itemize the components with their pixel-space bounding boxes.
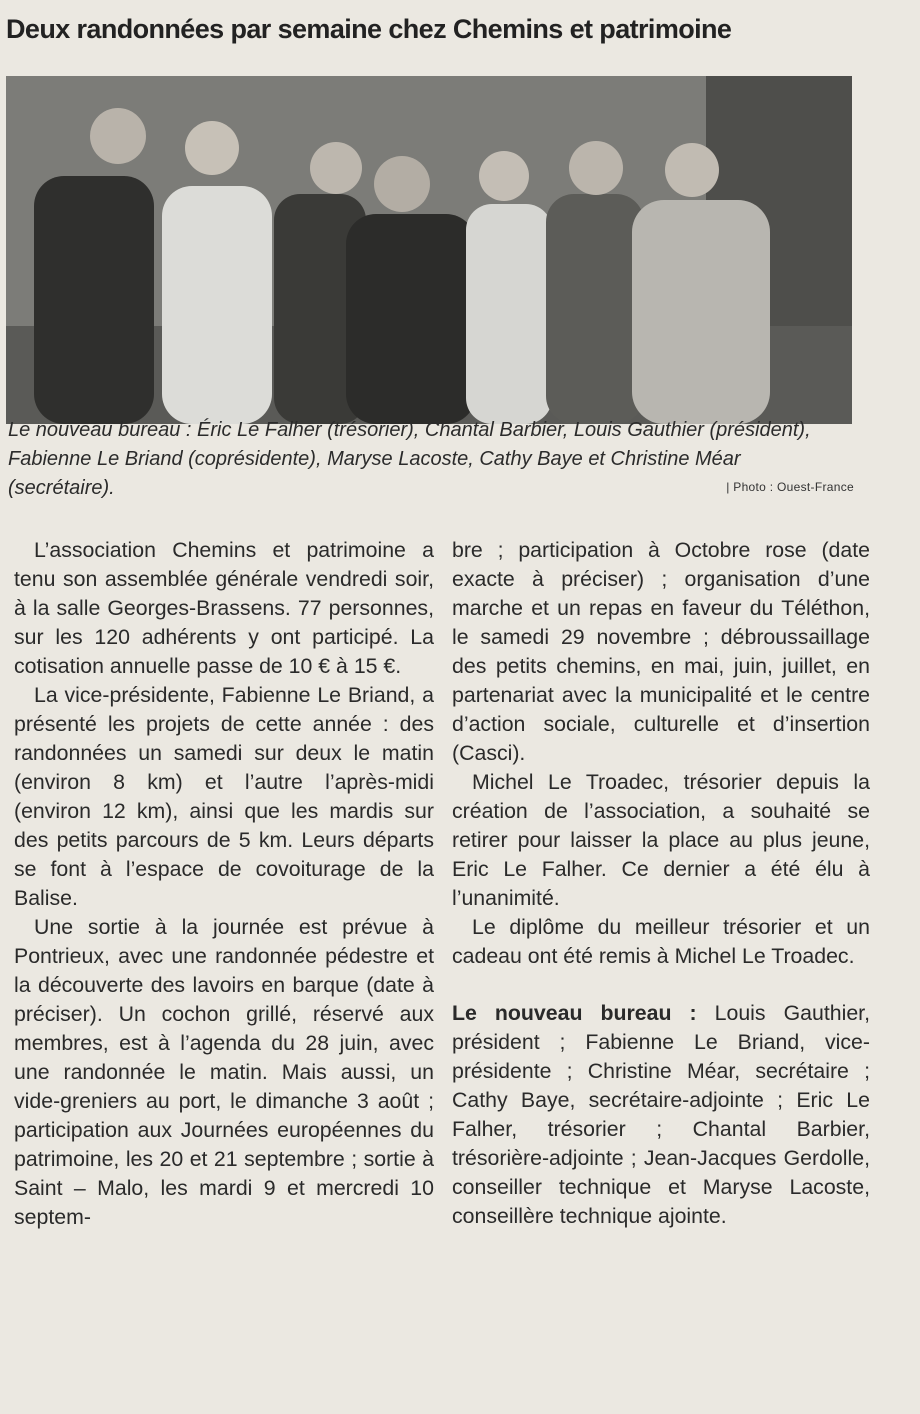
- article-column-right: [452, 536, 870, 1231]
- group-photo: [6, 76, 852, 424]
- headline: Deux randonnées par semaine chez Chemins et patrimoine: [6, 14, 732, 44]
- bureau-lead: Le nouveau bureau :: [452, 1001, 697, 1025]
- article-paragraph: Michel Le Troadec, trésorier depuis la création de l’association, a souhaité se retirer pour laisser la place au plus jeune, Eric Le Falher. Ce dernier a été élu à l’unanimité.: [452, 770, 870, 910]
- photo-caption: Le nouveau bureau : Éric Le Falher (trésorier), Chantal Barbier, Louis Gauthier (président), Fabienne Le Briand (coprésidente), Maryse Lacoste, Cathy Baye et Christine Méar (secrétaire).: [8, 419, 811, 499]
- article-paragraph: Le diplôme du meilleur trésorier et un cadeau ont été remis à Michel Le Troadec.: [452, 915, 870, 968]
- bureau-text: Louis Gauthier, président ; Fabienne Le Briand, vice-présidente ; Christine Méar, secrétaire ; Cathy Baye, secrétaire-adjointe ; Eric Le Falher, trésorier ; Chantal Barbier, trésorière-adjointe ; Jean-Jacques Gerdolle, conseiller technique et Maryse Lacoste, conseillère technique ajointe.: [452, 1001, 870, 1228]
- article-paragraph: La vice-présidente, Fabienne Le Briand, a présenté les projets de cette année : des randonnées un samedi sur deux le matin (environ 8 km) et l’autre l’après-midi (environ 12 km), ainsi que les mardis sur des petits parcours de 5 km. Leurs départs se font à l’espace de covoiturage de la Balise.: [14, 683, 434, 910]
- bureau-paragraph: [452, 999, 870, 1231]
- article-paragraph: Une sortie à la journée est prévue à Pontrieux, avec une randonnée pédestre et la découverte des lavoirs en barque (date à préciser). Un cochon grillé, réservé aux membres, est à l’agenda du 28 juin, avec une randonnée le matin. Mais aussi, un vide-greniers au port, le dimanche 3 août ; participation aux Journées européennes du patrimoine, les 20 et 21 septembre ; sortie à Saint – Malo, les mardi 9 et mercredi 10 septem-: [14, 915, 434, 1229]
- group-photo-illustration: [6, 76, 852, 424]
- paragraph-spacer: [452, 971, 870, 999]
- article-column-left: [14, 536, 434, 1232]
- photo-credit: | Photo : Ouest-France: [726, 480, 854, 494]
- article-paragraph: L’association Chemins et patrimoine a tenu son assemblée générale vendredi soir, à la salle Georges-Brassens. 77 personnes, sur les 120 adhérents y ont participé. La cotisation annuelle passe de 10 € à 15 €.: [14, 538, 434, 678]
- article-paragraph: bre ; participation à Octobre rose (date exacte à préciser) ; organisation d’une marche et un repas en faveur du Téléthon, le samedi 29 novembre ; débroussaillage des petits chemins, en mai, juin, juillet, en partenariat avec la municipalité et le centre d’action sociale, culturelle et d’insertion (Casci).: [452, 538, 870, 765]
